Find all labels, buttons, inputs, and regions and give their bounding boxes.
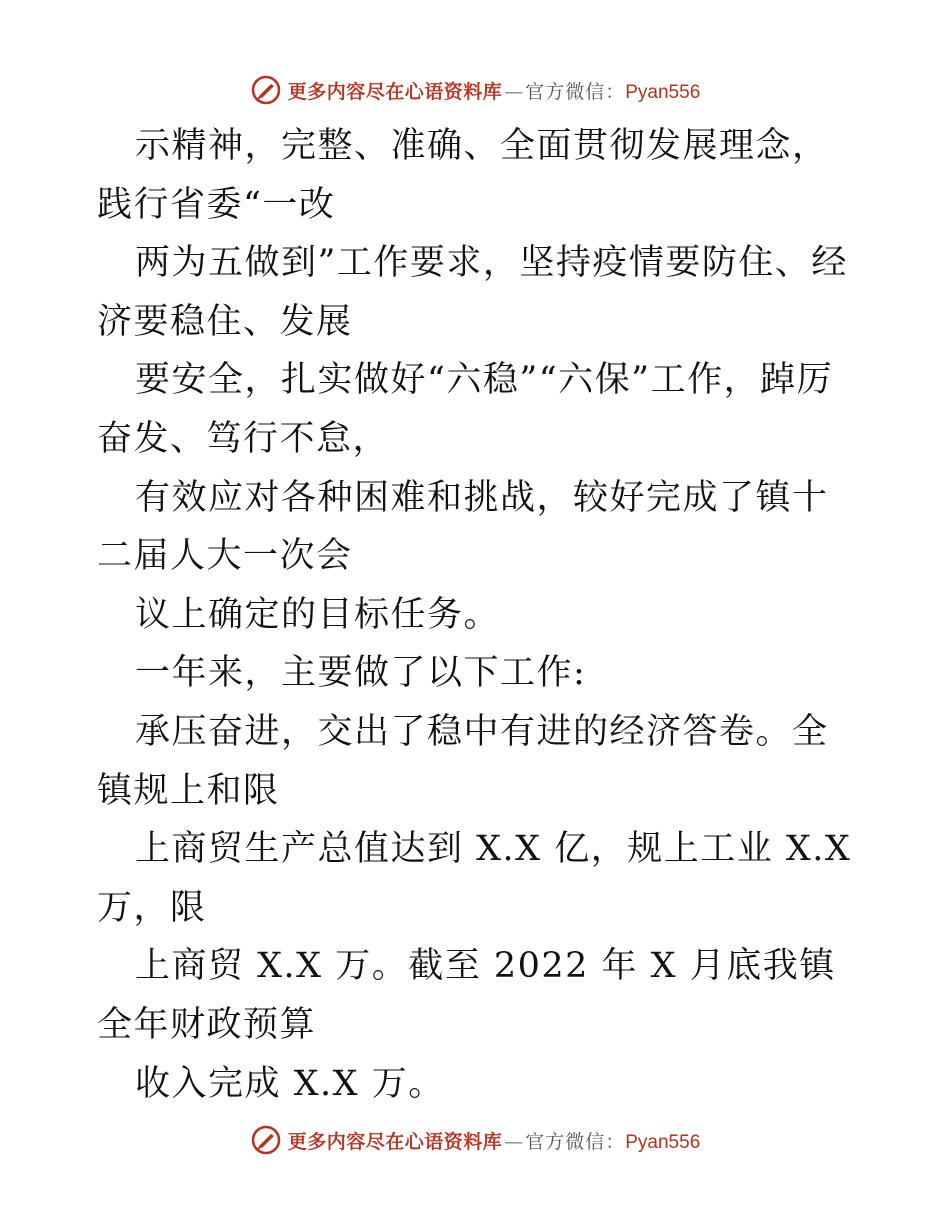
quill-logo-icon: [250, 1124, 282, 1156]
paragraph: 要安全，扎实做好“六稳”“六保”工作，踔厉奋发、笃行不怠，: [97, 360, 834, 459]
paragraph: 收入完成 X.X 万。: [135, 1063, 445, 1104]
watermark-official-label: 官方微信：: [525, 1130, 626, 1153]
footer-watermark: [0, 1120, 950, 1160]
watermark-official-label: 官方微信：: [525, 80, 626, 103]
watermark-dash: —: [504, 80, 524, 103]
paragraph: 两为五做到”工作要求，坚持疫情要防住、经济要稳住、发展: [97, 243, 848, 342]
paragraph: 示精神，完整、准确、全面贯彻发展理念，践行省委“一改: [97, 126, 829, 225]
watermark-main-text: 更多内容尽在心语资料库: [287, 1130, 503, 1153]
paragraph: 上商贸 X.X 万。截至 2022 年 X 月底我镇全年财政预算: [97, 946, 836, 1045]
paragraph: 上商贸生产总值达到 X.X 亿，规上工业 X.X 万，限: [97, 829, 852, 928]
quill-logo-icon: [250, 74, 282, 106]
document-body: [97, 117, 855, 1113]
watermark-dash: —: [504, 1130, 524, 1153]
paragraph: 一年来，主要做了以下工作:: [135, 653, 587, 694]
paragraph: 有效应对各种困难和挑战，较好完成了镇十二届人大一次会: [97, 477, 829, 577]
header-watermark: [0, 70, 950, 110]
watermark-main-text: 更多内容尽在心语资料库: [287, 80, 503, 103]
watermark-wechat-id: Pyan556: [625, 1131, 701, 1153]
paragraph: 承压奋进，交出了稳中有进的经济答卷。全镇规上和限: [97, 711, 829, 811]
watermark-wechat-id: Pyan556: [625, 81, 701, 103]
paragraph: 议上确定的目标任务。: [135, 594, 501, 635]
